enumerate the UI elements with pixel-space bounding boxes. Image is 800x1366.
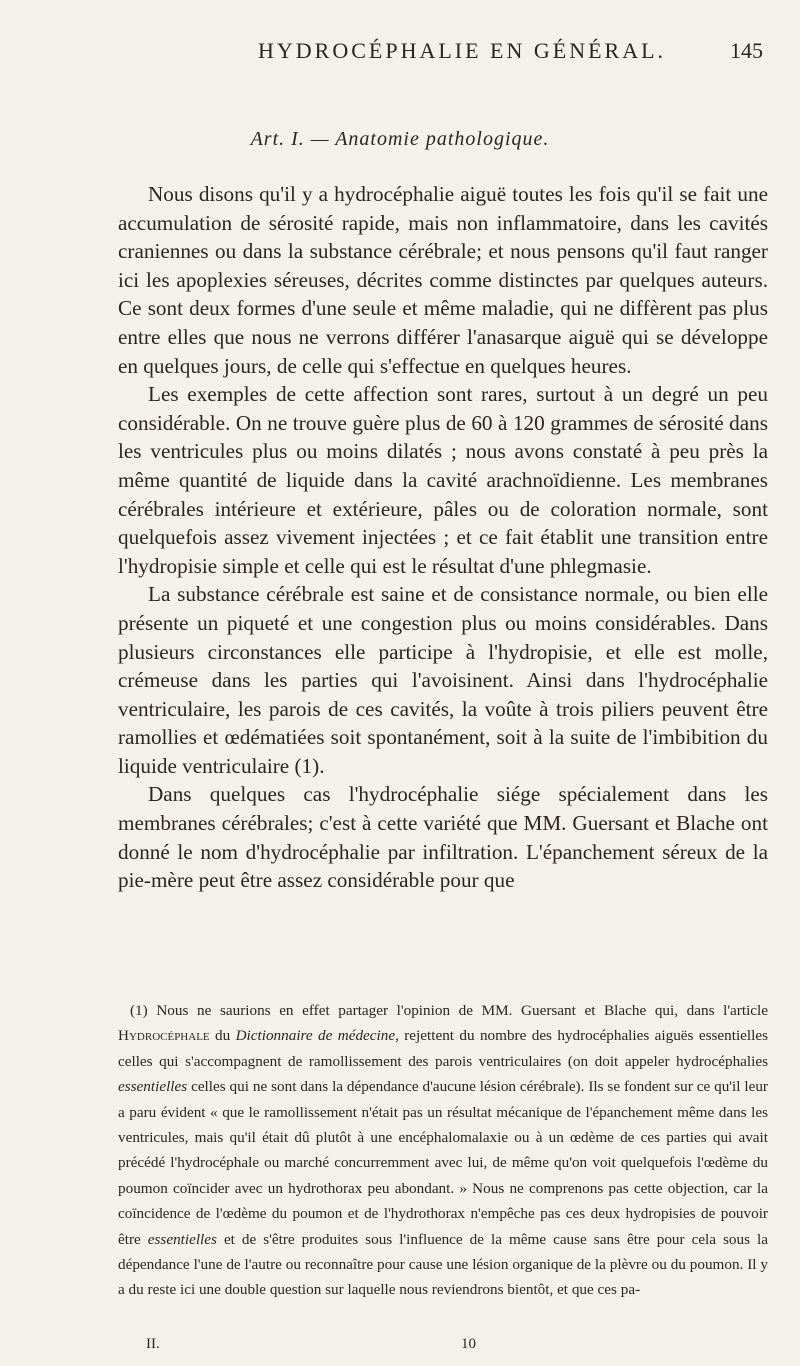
footnote-text-part: (1) Nous ne saurions en effet partager l'opinion de MM. Guersant et Blache qui, dans l'article <box>130 1002 768 1019</box>
volume-mark: II. <box>146 1336 160 1352</box>
paragraph: La substance cérébrale est saine et de consistance normale, ou bien elle présente un piqueté et une congestion plus ou moins considérables. Dans plusieurs circonstances elle participe à l'hydropisie, et elle est molle, crémeuse dans les parties qui l'avoisinent. Ainsi dans l'hydrocéphalie ventriculaire, les parois de ces cavités, la voûte à trois piliers peuvent être ramollies et œdématiées soit spontanément, soit à la suite de l'imbibition du liquide ventriculaire (1). <box>118 582 768 778</box>
footnote-text <box>118 998 768 1303</box>
footnote-text-part: du <box>209 1027 236 1045</box>
footnote-article-word: Hydrocéphale <box>118 1027 210 1045</box>
paragraph: Nous disons qu'il y a hydrocéphalie aiguë toutes les fois qu'il se fait une accumulation de sérosité rapide, mais non inflammatoire, dans les cavités craniennes ou dans la substance cérébrale; et nous pensons qu'il faut ranger ici les apoplexies séreuses, décrites comme distinctes par quelques auteurs. Ce sont deux formes d'une seule et même maladie, qui ne diffèrent pas plus entre elles que nous ne verrons différer l'anasarque aiguë qui se développe en quelques jours, de celle qui s'effectue en quelques heures. <box>118 182 768 378</box>
running-head <box>258 38 763 78</box>
page-number: 145 <box>730 38 763 63</box>
signature-mark: 10 <box>461 1336 476 1352</box>
footnote-text-part: et de s'être produites sous l'influence de la même cause sans être pour cela sous la dépendance l'une de l'autre ou reconnaître pour cause une lésion organique de la plèvre ou du poumon. Il y a du reste ici une double question sur laquelle nous reviendrons bientôt, et que ces pa- <box>118 1230 768 1299</box>
footnote-text-part: celles qui ne sont dans la dépendance d'aucune lésion cérébrale). Ils se fondent sur ce qu'il leur a paru évident « que le ramollissement n'était pas un résultat mécanique de l'épanchement même dans les ventricules, mais qu'il était dû plutôt à une encéphalomalaxie ou à un œdème de ces parties qui avait précédé l'hydrocéphale ou marché concurremment avec lui, de même qu'on voit quelquefois l'œdème du poumon coïncider avec un hydrothorax peu abondant. » Nous ne comprenons pas cette objection, car la coïncidence de l'œdème du poumon et de l'hydrothorax n'empêche pas ces deux hydropisies de pouvoir être <box>118 1078 768 1248</box>
footnote <box>118 998 768 1303</box>
paragraph: Les exemples de cette affection sont rares, surtout à un degré un peu considérable. On ne trouve guère plus de 60 à 120 grammes de sérosité dans les ventricules plus ou moins dilatés ; nous avons constaté à peu près la même quantité de liquide dans la cavité arachnoïdienne. Les membranes cérébrales intérieure et extérieure, pâles ou de coloration normale, sont quelquefois assez vivement injectées ; et ce fait établit une transition entre l'hydropisie simple et celle qui est le résultat d'une phlegmasie. <box>118 382 768 578</box>
paragraph: Dans quelques cas l'hydrocéphalie siége spécialement dans les membranes cérébrales; c'est à cette variété que MM. Guersant et Blache ont donné le nom d'hydrocéphalie par infiltration. L'épanchement séreux de la pie-mère peut être assez considérable pour que <box>118 782 768 893</box>
running-title: HYDROCÉPHALIE EN GÉNÉRAL. <box>258 38 667 63</box>
body-text <box>118 180 768 895</box>
footnote-dictionary-title: Dictionnaire de médecine <box>235 1027 396 1045</box>
signature-line <box>146 1336 476 1362</box>
article-heading: Art. I. — Anatomie pathologique. <box>250 128 550 150</box>
footnote-emphasis: essentielles <box>118 1078 188 1096</box>
footnote-text-part: , rejettent du nombre des hydrocéphalies aiguës essentielles celles qui s'accompagnent de ramollissement des parois ventriculaires (on doit appeler hydrocéphalies <box>118 1027 768 1070</box>
footnote-emphasis: essentielles <box>147 1230 217 1248</box>
